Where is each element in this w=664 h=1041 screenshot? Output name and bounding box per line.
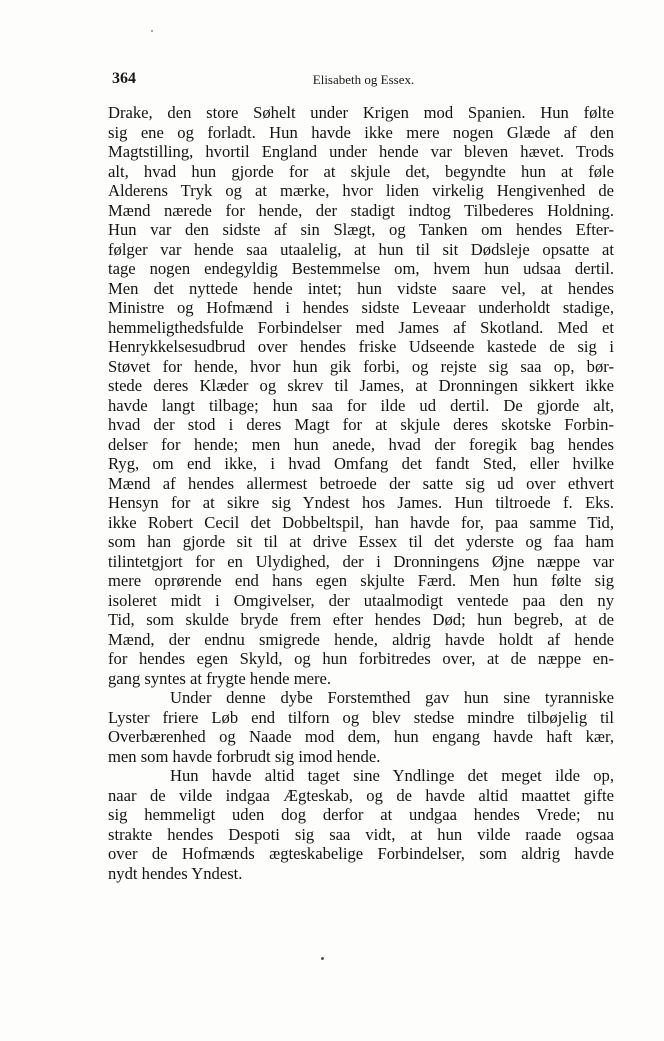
text-line: for hendes egen Skyld, og hun forbitredes over, at de næppe en- — [108, 649, 614, 668]
text-line: hemmeligthedsfulde Forbindelser med James af Skotland. Med et — [108, 317, 614, 337]
text-line: som han gjorde sit til at drive Essex til det yderste og faa ham — [108, 532, 614, 551]
text-line: hvad der stod i deres Magt for at skjule deres skotske Forbin- — [108, 415, 614, 434]
text-line: følger var hende saa utaalelig, at hun til sit Dødsleje opsatte at — [108, 239, 614, 259]
text-line: over de Hofmænds ægteskabelige Forbindelser, som aldrig havde — [108, 844, 614, 863]
text-line: sig hemmeligt uden dog derfor at undgaa hendes Vrede; nu — [108, 805, 614, 824]
bottom-dot-mark — [321, 957, 324, 960]
text-line: tilintetgjort for en Ulydighed, der i Dronningens Øjne næppe var — [108, 551, 614, 571]
text-line: ikke Robert Cecil det Dobbeltspil, han havde for, paa samme Tid, — [108, 512, 614, 532]
text-line: Drake, den store Søhelt under Krigen mod Spanien. Hun følte — [108, 103, 614, 122]
paragraph — [108, 688, 614, 766]
text-line: Lyster friere Løb end tilforn og blev stedse mindre tilbøjelig til — [108, 707, 614, 727]
text-line: isoleret midt i Omgivelser, der utaalmodigt ventede paa den ny — [108, 590, 614, 610]
text-line: gang syntes at frygte hende mere. — [108, 668, 332, 688]
text-line: Mænd nærede for hende, der stadigt indtog Tilbederes Holdning. — [108, 200, 614, 220]
text-line: Ryg, om end ikke, i hvad Omfang det fandt Sted, eller hvilke — [108, 454, 614, 473]
text-line: Under denne dybe Forstemthed gav hun sine tyranniske — [170, 688, 614, 707]
text-line: Ministre og Hofmænd i hendes sidste Leveaar underholdt stadige, — [108, 298, 614, 317]
body-text — [108, 103, 614, 883]
running-title: Elisabeth og Essex. — [312, 72, 415, 87]
text-line: men som havde forbrudt sig imod hende. — [108, 746, 381, 766]
text-line: naar de vilde indgaa Ægteskab, og de havde altid maattet gifte — [108, 785, 614, 805]
text-line: Mænd, der endnu smigrede hende, aldrig havde holdt af hende — [108, 629, 614, 649]
paragraph — [108, 766, 614, 883]
text-line: Hun var den sidste af sin Slægt, og Tanken om hendes Efter- — [108, 220, 614, 239]
text-line: tage nogen endegyldig Bestemmelse om, hvem hun udsaa dertil. — [108, 259, 614, 278]
page-header — [112, 70, 615, 92]
text-line: delser for hende; men hun anede, hvad der foregik bag hendes — [108, 434, 614, 454]
text-line: Magtstilling, hvortil England under hende var bleven hævet. Trods — [108, 142, 614, 161]
text-line: Men det nyttede hende intet; hun vidste saare vel, at hendes — [108, 278, 614, 298]
text-line: havde langt tilbage; hun saa for ilde ud dertil. De gjorde alt, — [108, 395, 614, 415]
text-line: stede deres Klæder og skrev til James, at Dronningen sikkert ikke — [108, 376, 614, 395]
text-line: mere oprørende end hans egen skjulte Færd. Men hun følte sig — [108, 571, 614, 590]
text-line: strakte hendes Despoti sig saa vidt, at hun vilde raade ogsaa — [108, 824, 614, 844]
page-number: 364 — [112, 70, 136, 87]
text-line: sig ene og forladt. Hun havde ikke mere nogen Glæde af den — [108, 122, 614, 142]
text-line: Henrykkelsesudbrud over hendes friske Udseende kastede de sig i — [108, 337, 614, 356]
text-line: Hensyn for at sikre sig Yndest hos James. Hun tiltroede f. Eks. — [108, 493, 614, 512]
text-line: Alderens Tryk og at mærke, hvor liden virkelig Hengivenhed de — [108, 181, 614, 200]
text-line: nydt hendes Yndest. — [108, 863, 243, 883]
speck-mark — [151, 30, 153, 32]
text-line: Overbærenhed og Naade mod dem, hun engang havde haft kær, — [108, 727, 614, 746]
text-line: Tid, som skulde bryde frem efter hendes Død; hun begreb, at de — [108, 610, 614, 629]
text-line: Mænd af hendes allermest betroede der satte sig ud over ethvert — [108, 473, 614, 493]
text-line: Støvet for hende, hvor hun gik forbi, og rejste sig saa op, bør- — [108, 356, 614, 376]
text-line: alt, hvad hun gjorde for at skjule det, begyndte hun at føle — [108, 161, 614, 181]
paragraph — [108, 103, 614, 688]
text-line: Hun havde altid taget sine Yndlinge det meget ilde op, — [170, 766, 614, 785]
